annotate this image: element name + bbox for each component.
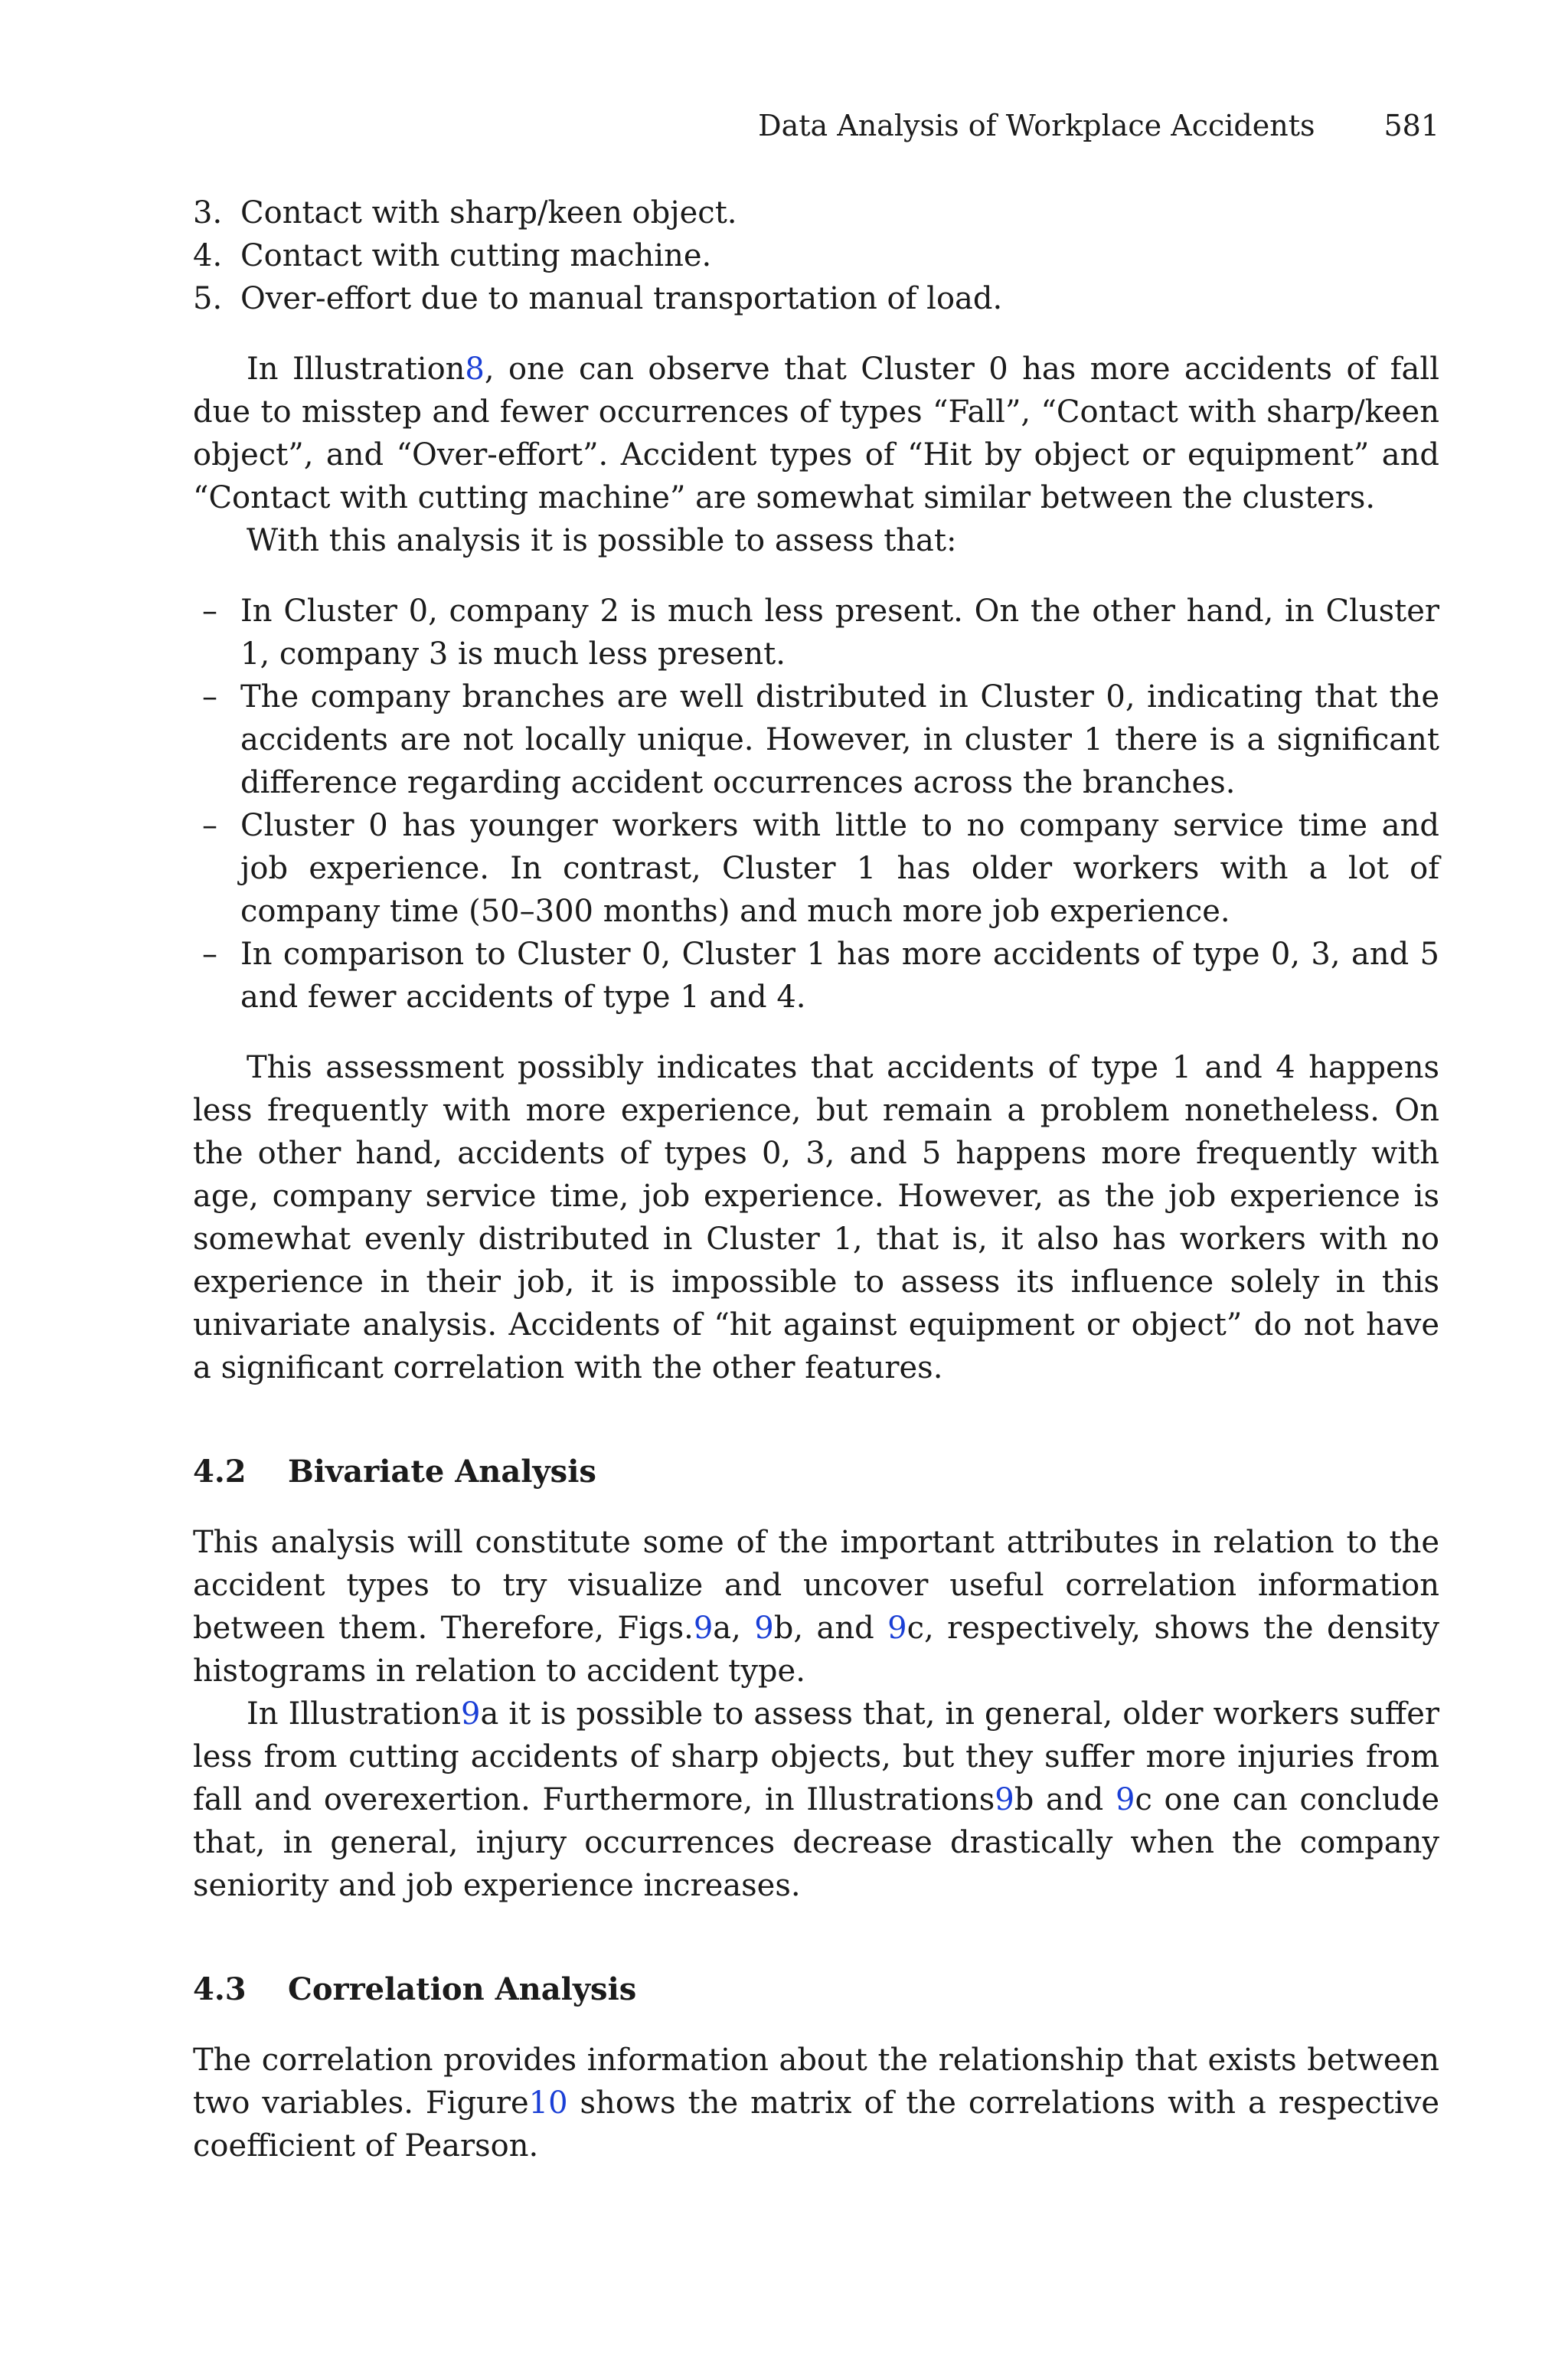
figure-ref-9c[interactable]: 9 <box>1115 1782 1135 1817</box>
section-heading-4-2: 4.2 Bivariate Analysis <box>193 1454 596 1490</box>
figure-ref-9a[interactable]: 9 <box>693 1611 714 1646</box>
paragraph-assessment: This assessment possibly indicates that accidents of type 1 and 4 happens less frequently with more experience, but remain a problem nonetheless. On the other hand, accidents of types 0, 3, and 5 happens more frequently with age, company service time, job experience. However, as the job experience is somewhat evenly distributed in Cluster 1, that is, it also has workers with no experience in their job, it is impossible to assess its influence solely in this univariate analysis. Accidents of “hit against equipment or object” do not have a significant correlation with the other features. <box>193 1050 1439 1385</box>
running-head-title: Data Analysis of Workplace Accidents <box>758 109 1315 142</box>
list-item: 5. Over-effort due to manual transportation of load. <box>193 281 1003 316</box>
figure-ref-9c[interactable]: 9 <box>887 1611 907 1646</box>
paragraph-illustration-9: In Illustration9a it is possible to assess that, in general, older workers suffer less from cutting accidents of sharp objects, but they suffer more injuries from fall and overexertion. Furthermore, in Illustrations9b and 9c one can conclude that, in general, injury occurrences decrease drastically when the company seniority and job experience increases. <box>193 1696 1440 1903</box>
paragraph-assess: With this analysis it is possible to assess that: <box>247 523 957 558</box>
numbered-list <box>193 191 1439 320</box>
paragraph-correlation: The correlation provides information about the relationship that exists between two variables. Figure10 shows the matrix of the correlations with a respective coefficient of Pearson. <box>193 2043 1439 2164</box>
paragraph-illustration-8: In Illustration8, one can observe that Cluster 0 has more accidents of fall due to misstep and fewer occurrences of types “Fall”, “Contact with sharp/keen object”, and “Over-effort”. Accident types of “Hit by object or equipment” and “Contact with cutting machine” are somewhat similar between the clusters. <box>193 352 1439 515</box>
figure-ref-8[interactable]: 8 <box>465 352 485 387</box>
figure-ref-9a[interactable]: 9 <box>461 1696 481 1732</box>
list-item: – In Cluster 0, company 2 is much less present. On the other hand, in Cluster 1, company 3 is much less present. <box>202 594 1439 672</box>
paragraph-bivariate: This analysis will constitute some of the important attributes in relation to the accident types to try visualize and uncover useful correlation information between them. Therefore, Figs.9a, 9b, and 9c, respectively, shows the density histograms in relation to accident type. <box>193 1525 1440 1689</box>
list-item: – The company branches are well distributed in Cluster 0, indicating that the accidents are not locally unique. However, in cluster 1 there is a significant difference regarding accident occurrences across the branches. <box>202 679 1439 800</box>
list-item: – Cluster 0 has younger workers with little to no company service time and job experience. In contrast, Cluster 1 has older workers with a lot of company time (50–300 months) and much more job experience. <box>202 808 1439 929</box>
dash-list <box>193 590 1439 1019</box>
section-heading-4-3: 4.3 Correlation Analysis <box>193 1971 637 2007</box>
list-item: 3. Contact with sharp/keen object. <box>193 195 737 231</box>
figure-ref-9b[interactable]: 9 <box>995 1782 1014 1817</box>
list-item: – In comparison to Cluster 0, Cluster 1 has more accidents of type 0, 3, and 5 and fewer accidents of type 1 and 4. <box>202 937 1439 1015</box>
figure-ref-10[interactable]: 10 <box>528 2085 568 2121</box>
figure-ref-9b[interactable]: 9 <box>754 1611 774 1646</box>
running-head <box>758 104 1439 147</box>
page-number: 581 <box>1383 109 1439 142</box>
body-text <box>193 191 1439 2167</box>
list-item: 4. Contact with cutting machine. <box>193 238 712 273</box>
